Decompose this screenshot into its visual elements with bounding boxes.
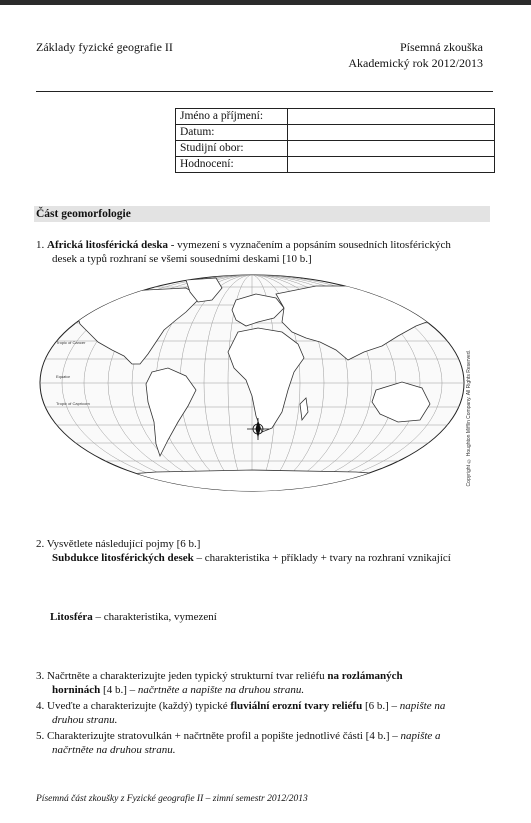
exam-type: Písemná zkouška <box>400 40 483 54</box>
q1-number: 1. <box>36 239 45 251</box>
map-copyright: Copyright © Houghton Mifflin Company. All Rights Reserved. <box>466 350 472 487</box>
date-label: Datum: <box>176 125 288 141</box>
question-1 <box>36 238 492 266</box>
q4-line2: druhou stranu. <box>52 714 118 726</box>
equator-label: Equator <box>56 374 71 379</box>
q3-text: 3. Načrtněte a charakterizujte jeden typický strukturní tvar reliéfu <box>36 670 328 682</box>
section-title: Část geomorfologie <box>34 206 490 222</box>
question-4 <box>36 699 492 727</box>
q3-line2-bold: horninách <box>52 684 101 696</box>
question-5 <box>36 729 492 757</box>
q1-bold: Africká litosférická deska <box>47 239 168 251</box>
name-label: Jméno a příjmení: <box>176 109 288 125</box>
academic-year: Akademický rok 2012/2013 <box>348 56 483 70</box>
header-divider <box>36 91 493 92</box>
q2-sub1-bold: Subdukce litosférických desek <box>52 552 194 564</box>
q5-line2: načrtněte na druhou stranu. <box>52 744 176 756</box>
tropic-capricorn-label: Tropic of Capricorn <box>56 401 90 406</box>
q4-text: 4. Uveďte a charakterizujte (každý) typické <box>36 700 231 712</box>
grade-label: Hodnocení: <box>176 157 288 173</box>
q3-line2-text: [4 b.] – <box>100 684 138 696</box>
question-2-subdukce <box>52 551 492 565</box>
grade-field[interactable] <box>288 157 495 173</box>
q2-sub2-bold: Litosféra <box>50 611 93 623</box>
q3-line2-italic: načrtněte a napište na druhou stranu. <box>137 684 305 696</box>
study-field-label: Studijní obor: <box>176 141 288 157</box>
q1-text: - vymezení s vyznačením a popsáním sousedních litosférických <box>167 239 451 251</box>
q5-text: 5. Charakterizujte stratovulkán + načrtněte profil a popište jednotlivé části [4 b.] – <box>36 730 401 742</box>
student-info-table <box>175 108 495 173</box>
question-3 <box>36 669 492 697</box>
page-footer: Písemná část zkoušky z Fyzické geografie II – zimní semestr 2012/2013 <box>36 794 308 804</box>
table-row <box>176 157 495 173</box>
q2-sub1-text: – charakteristika + příklady + tvary na rozhraní vznikající <box>193 552 451 564</box>
tropic-cancer-label: Tropic of Cancer <box>56 340 86 345</box>
date-field[interactable] <box>288 125 495 141</box>
table-row <box>176 141 495 157</box>
study-field-field[interactable] <box>288 141 495 157</box>
q1-line2: desek a typů rozhraní se všemi sousedními deskami [10 b.] <box>52 253 312 265</box>
world-map <box>36 272 468 494</box>
q3-bold: na rozlámaných <box>327 670 403 682</box>
question-2: 2. Vysvětlete následující pojmy [6 b.] <box>36 538 201 550</box>
q2-sub2-text: – charakteristika, vymezení <box>92 611 217 623</box>
name-field[interactable] <box>288 109 495 125</box>
q4-bold: fluviální erozní tvary reliéfu <box>230 700 363 712</box>
question-2-litosfera <box>50 610 490 624</box>
table-row <box>176 109 495 125</box>
table-row <box>176 125 495 141</box>
q5-italic: napište a <box>400 730 441 742</box>
q4-text2: [6 b.] – <box>362 700 400 712</box>
q4-italic: napište na <box>399 700 446 712</box>
top-bar <box>0 0 531 5</box>
course-title: Základy fyzické geografie II <box>36 40 173 54</box>
